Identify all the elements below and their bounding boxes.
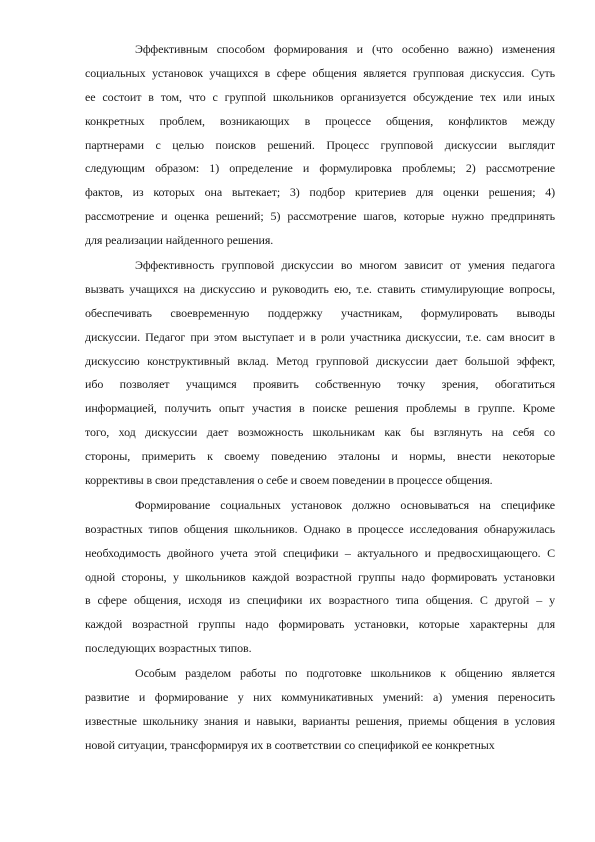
paragraph [85, 494, 555, 661]
text-line: того, ход дискуссии дает возможность школьникам как бы взглянуть на себя со [85, 425, 555, 440]
text-line: возрастных типов общения школьников. Однако в процессе исследования обнаружилась [85, 521, 555, 536]
text-line: вызвать учащихся на дискуссию и руководить ею, т.е. ставить стимулирующие вопросы, [85, 281, 555, 296]
text-line: известные школьнику знания и навыки, варианты решения, приемы общения в условия [85, 713, 555, 728]
text-line: одной стороны, у школьников каждой возрастной группы надо формировать установки [85, 569, 555, 584]
text-line: партнерами с целью поисков решений. Процесс групповой дискуссии выглядит [85, 137, 555, 152]
text-line: информацией, получить опыт участия в поиске решения проблемы в группе. Кроме [85, 401, 555, 416]
text-line: Эффективным способом формирования и (что особенно важно) изменения [135, 42, 555, 56]
text-line: последующих возрастных типов. [85, 641, 252, 656]
text-line: дискуссии. Педагог при этом выступает и в роли участника дискуссии, т.е. сам вносит в [85, 329, 555, 344]
paragraph [85, 254, 555, 493]
text-line: фактов, из которых она вытекает; 3) подбор критериев для оценки решения; 4) [85, 185, 555, 200]
paragraph [85, 662, 555, 758]
text-line: ее состоит в том, что с группой школьников организуется обсуждение тех или иных [85, 89, 555, 104]
text-line: Эффективность групповой дискуссии во многом зависит от умения педагога [135, 258, 555, 273]
text-line: каждой возрастной группы надо формировать установки, которые характерны для [85, 617, 555, 632]
text-line: дискуссию конструктивный вклад. Метод групповой дискуссии дает большой эффект, [85, 353, 555, 368]
text-line: новой ситуации, трансформируя их в соответствии со спецификой ее конкретных [85, 737, 495, 752]
text-line: Особым разделом работы по подготовке школьников к общению является [135, 666, 555, 681]
text-line: конкретных проблем, возникающих в процессе общения, конфликтов между [85, 113, 555, 128]
text-line: Формирование социальных установок должно основываться на специфике [135, 497, 555, 512]
document-body [85, 38, 555, 759]
text-line: необходимость двойного учета этой специфики – актуального и предвосхищающего. С [85, 545, 555, 560]
text-line: обеспечивать своевременную поддержку участникам, формулировать выводы [85, 305, 555, 320]
text-line: ибо позволяет учащимся проявить собственную точку зрения, обогатиться [85, 377, 555, 392]
text-line: следующим образом: 1) определение и формулировка проблемы; 2) рассмотрение [85, 161, 555, 176]
text-line: рассмотрение и оценка решений; 5) рассмотрение шагов, которые нужно предпринять [85, 209, 555, 224]
text-line: коррективы в свои представления о себе и своем поведении в процессе общения. [85, 473, 493, 488]
text-line: развитие и формирование у них коммуникативных умений: а) умения переносить [85, 690, 555, 705]
text-line: стороны, примерить к своему поведению эталоны и нормы, внести некоторые [85, 449, 555, 464]
text-line: социальных установок учащихся в сфере общения является групповая дискуссия. Суть [85, 65, 555, 80]
paragraph [85, 38, 555, 253]
text-line: для реализации найденного решения. [85, 233, 274, 248]
text-line: в сфере общения, исходя из специфики их возрастного типа общения. С другой – у [85, 593, 555, 608]
